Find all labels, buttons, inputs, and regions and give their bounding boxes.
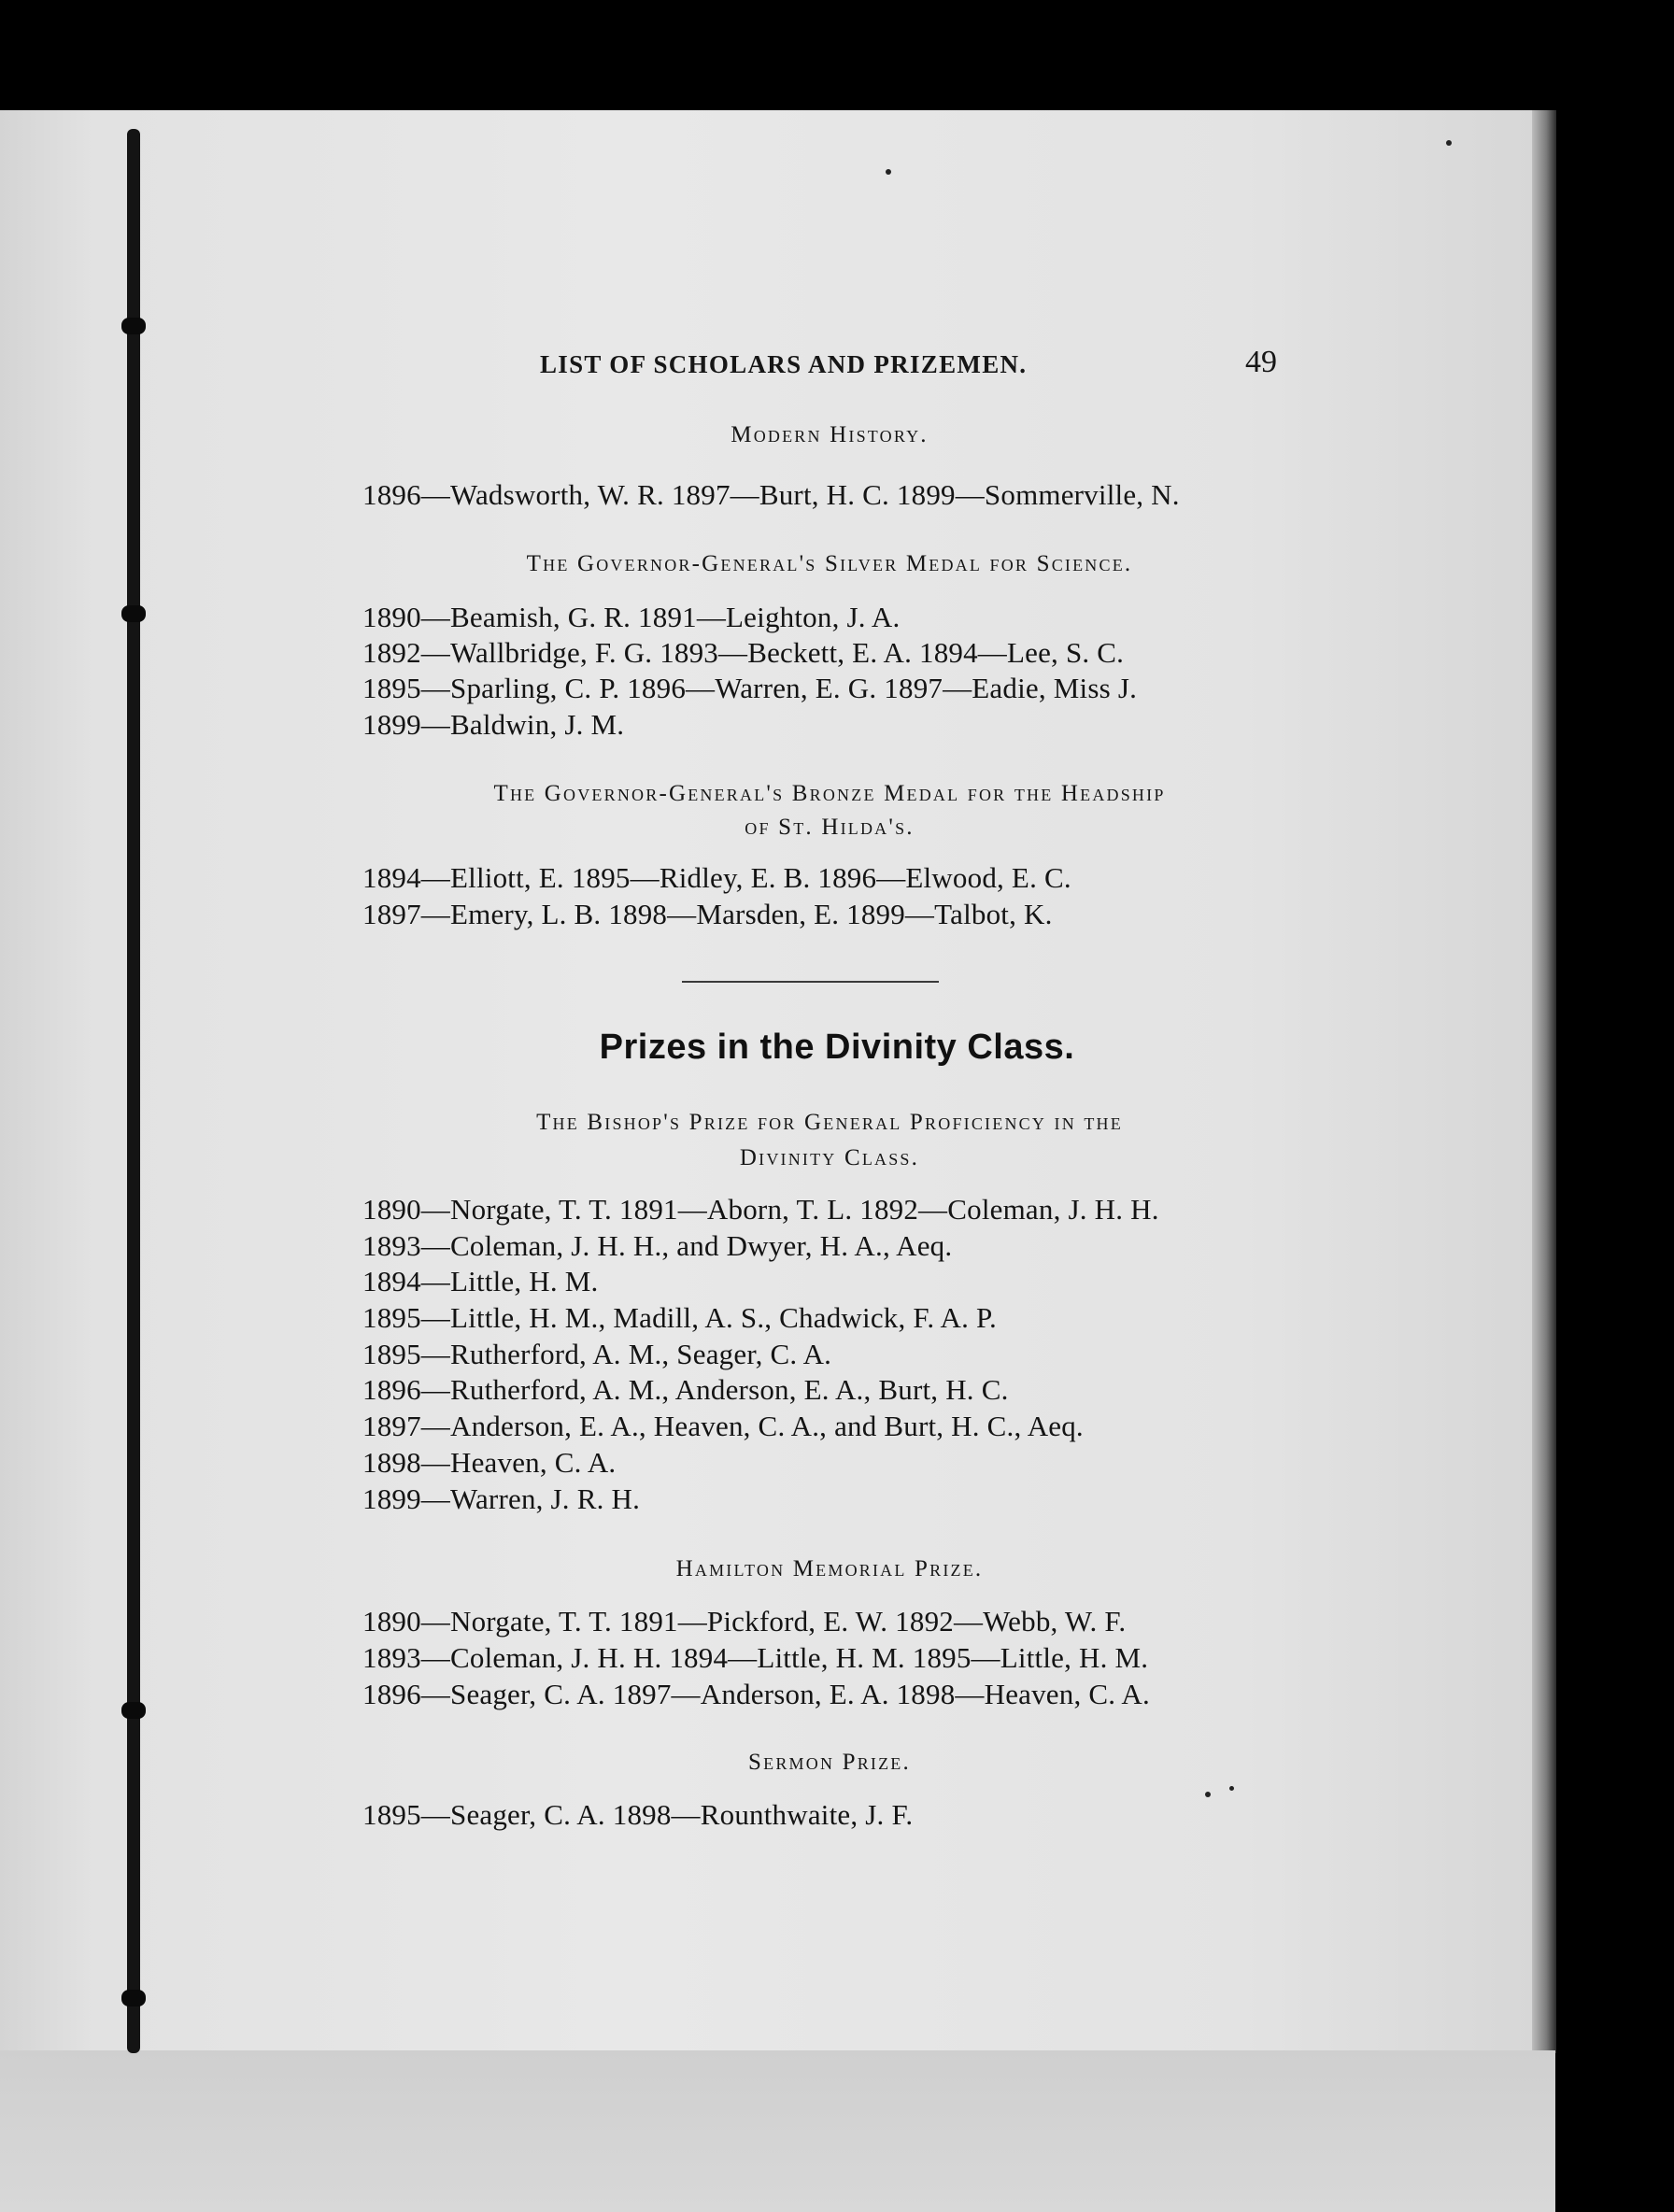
list-item: 1895—Little, H. M., Madill, A. S., Chadwick, F. A. P. [362, 1301, 997, 1334]
heading-bronze-medal: The Governor-General's Bronze Medal for the Headship [493, 781, 1166, 806]
list-item: 1895—Seager, C. A. 1898—Rounthwaite, J. F. [362, 1798, 914, 1831]
list-item: 1898—Heaven, C. A. [362, 1446, 617, 1479]
list-item: 1894—Elliott, E. 1895—Ridley, E. B. 1896—Elwood, E. C. [362, 861, 1071, 894]
heading-bronze-medal-line2: of St. Hilda's. [745, 815, 915, 840]
section-divider [682, 981, 939, 983]
binding-notch [121, 318, 146, 334]
binding-notch [121, 1990, 146, 2006]
heading-sermon-prize: Sermon Prize. [748, 1750, 911, 1775]
list-item: 1890—Norgate, T. T. 1891—Pickford, E. W. 1892—Webb, W. F. [362, 1605, 1127, 1638]
running-head: LIST OF SCHOLARS AND PRIZEMEN. [540, 350, 1028, 378]
print-speck [1229, 1786, 1234, 1791]
binding-notch [121, 605, 146, 622]
list-item: 1893—Coleman, J. H. H. 1894—Little, H. M. 1895—Little, H. M. [362, 1641, 1149, 1674]
list-item: 1897—Anderson, E. A., Heaven, C. A., and Burt, H. C., Aeq. [362, 1410, 1084, 1442]
list-item: 1890—Norgate, T. T. 1891—Aborn, T. L. 1892—Coleman, J. H. H. [362, 1193, 1159, 1226]
heading-hamilton-prize: Hamilton Memorial Prize. [675, 1556, 984, 1581]
page-number: 49 [1245, 345, 1277, 379]
heading-modern-history: Modern History. [731, 422, 929, 447]
print-speck [1205, 1792, 1211, 1797]
binding-notch [121, 1702, 146, 1719]
list-item: 1894—Little, H. M. [362, 1265, 599, 1297]
list-item: 1895—Rutherford, A. M., Seager, C. A. [362, 1338, 832, 1370]
list-item: 1890—Beamish, G. R. 1891—Leighton, J. A. [362, 601, 901, 633]
list-item: 1899—Baldwin, J. M. [362, 708, 625, 741]
list-item: 1897—Emery, L. B. 1898—Marsden, E. 1899—Talbot, K. [362, 898, 1053, 930]
heading-bishops-prize: The Bishop's Prize for General Proficiency in the [536, 1110, 1123, 1135]
page-edge-bottom [0, 2050, 1555, 2212]
list-item: 1899—Warren, J. R. H. [362, 1482, 641, 1515]
list-item: 1896—Wadsworth, W. R. 1897—Burt, H. C. 1899—Sommerville, N. [362, 478, 1180, 511]
list-item: 1893—Coleman, J. H. H., and Dwyer, H. A., Aeq. [362, 1229, 953, 1262]
heading-bishops-prize-line2: Divinity Class. [739, 1145, 920, 1170]
list-item: 1892—Wallbridge, F. G. 1893—Beckett, E. A. 1894—Lee, S. C. [362, 636, 1125, 669]
section-title: Prizes in the Divinity Class. [599, 1028, 1075, 1067]
heading-silver-medal: The Governor-General's Silver Medal for Science. [526, 551, 1133, 576]
print-speck [886, 169, 891, 175]
list-item: 1896—Seager, C. A. 1897—Anderson, E. A. 1898—Heaven, C. A. [362, 1678, 1150, 1710]
list-item: 1896—Rutherford, A. M., Anderson, E. A., Burt, H. C. [362, 1373, 1009, 1406]
list-item: 1895—Sparling, C. P. 1896—Warren, E. G. 1897—Eadie, Miss J. [362, 672, 1138, 704]
print-speck [1446, 140, 1452, 146]
